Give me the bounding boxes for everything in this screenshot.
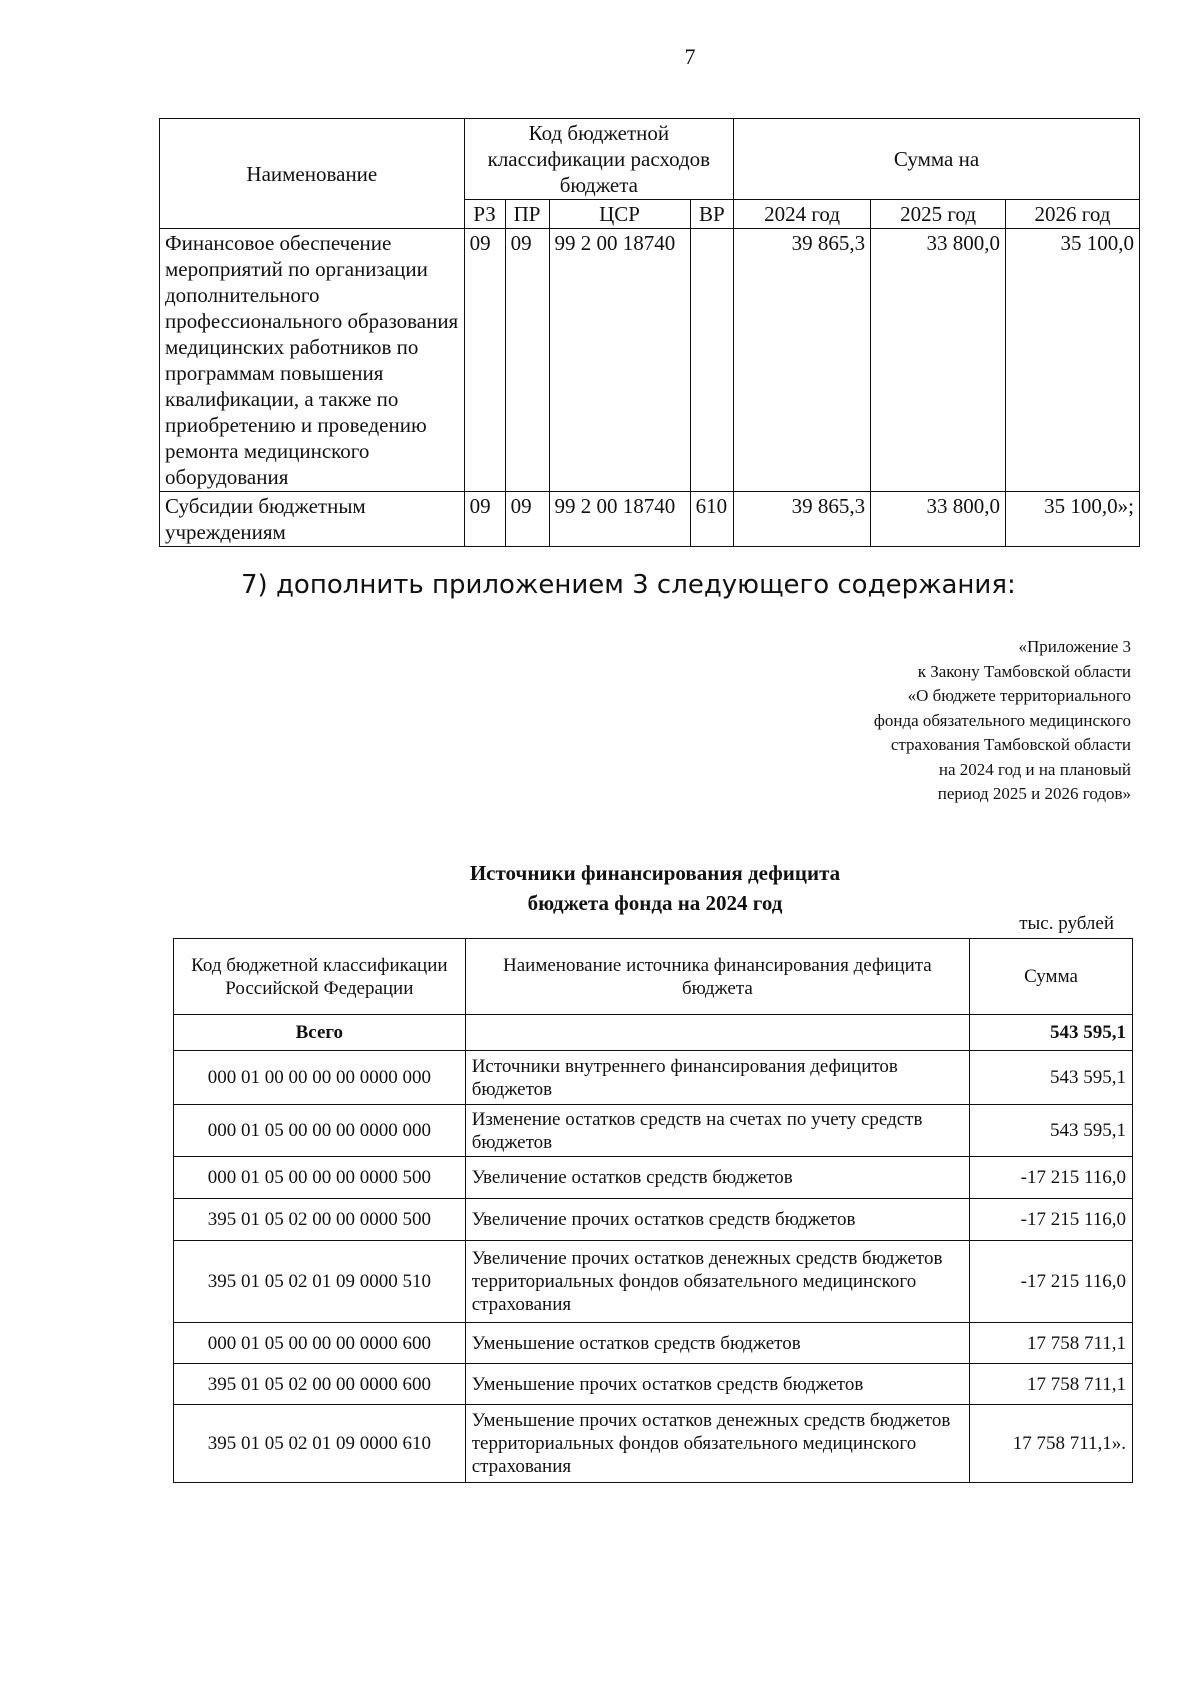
- header-csr: ЦСР: [549, 200, 690, 229]
- row-csr: 99 2 00 18740: [549, 492, 690, 547]
- row-code: 000 01 05 00 00 00 0000 000: [174, 1105, 466, 1157]
- row-name: Субсидии бюджетным учреждениям: [160, 492, 465, 547]
- table-row: [174, 1323, 1133, 1364]
- total-name-empty: [465, 1015, 969, 1051]
- table-row: [174, 1241, 1133, 1323]
- table-row: [174, 1405, 1133, 1483]
- row-name: Увеличение прочих остатков денежных средств бюджетов территориальных фондов обязательного медицинского страхования: [465, 1241, 969, 1323]
- expenses-table: [159, 118, 1140, 547]
- row-2025: 33 800,0: [871, 229, 1006, 492]
- table-row: [174, 1364, 1133, 1405]
- header-2026: 2026 год: [1006, 200, 1140, 229]
- table-row: [160, 229, 1140, 492]
- appendix-line: к Закону Тамбовской области: [917, 661, 1131, 681]
- title-line-1: Источники финансирования дефицита: [469, 861, 841, 885]
- row-name: Изменение остатков средств на счетах по учету средств бюджетов: [465, 1105, 969, 1157]
- appendix-header: [874, 635, 1131, 807]
- row-2024: 39 865,3: [734, 492, 871, 547]
- header-source-name: Наименование источника финансирования дефицита бюджета: [465, 939, 969, 1015]
- row-sum: 17 758 711,1: [970, 1364, 1133, 1405]
- table-row: [174, 1157, 1133, 1199]
- row-sum: -17 215 116,0: [970, 1199, 1133, 1241]
- row-2026: 35 100,0»;: [1006, 492, 1140, 547]
- row-code: 000 01 05 00 00 00 0000 500: [174, 1157, 466, 1199]
- title-line-2: бюджета фонда на 2024 год: [527, 891, 783, 915]
- appendix-line: страхования Тамбовской области: [890, 735, 1131, 754]
- item-7-text: 7) дополнить приложением 3 следующего содержания:: [241, 570, 1016, 600]
- row-name: Уменьшение остатков средств бюджетов: [465, 1323, 969, 1364]
- total-label: Всего: [174, 1015, 466, 1051]
- header-code: Код бюджетной классификации Российской Федерации: [174, 939, 466, 1015]
- total-value: 543 595,1: [970, 1015, 1133, 1051]
- row-name: Увеличение прочих остатков средств бюджетов: [465, 1199, 969, 1241]
- header-code-group: Код бюджетной классификации расходов бюджета: [464, 119, 733, 200]
- row-sum: 17 758 711,1».: [970, 1405, 1133, 1483]
- deficit-sources-table: [173, 938, 1133, 1483]
- header-2025: 2025 год: [871, 200, 1006, 229]
- row-2026: 35 100,0: [1006, 229, 1140, 492]
- appendix-line: «О бюджете территориального: [907, 686, 1131, 705]
- row-rz: 09: [464, 492, 505, 547]
- row-sum: 543 595,1: [970, 1051, 1133, 1105]
- row-rz: 09: [464, 229, 505, 492]
- row-vr: [690, 229, 733, 492]
- row-pr: 09: [505, 492, 549, 547]
- total-row: [174, 1015, 1133, 1051]
- table-row: [160, 492, 1140, 547]
- header-sum-group: Сумма на: [734, 119, 1140, 200]
- row-name: Источники внутреннего финансирования дефицитов бюджетов: [465, 1051, 969, 1105]
- row-code: 395 01 05 02 00 00 0000 500: [174, 1199, 466, 1241]
- row-2024: 39 865,3: [734, 229, 871, 492]
- row-name: Финансовое обеспечение мероприятий по организации дополнительного профессионального образования медицинских работников по программам повышения квалификации, а также по приобретению и проведению ремонта медицинского оборудования: [160, 229, 465, 492]
- section-title: [0, 858, 1200, 918]
- table-row: [174, 1199, 1133, 1241]
- row-name: Увеличение остатков средств бюджетов: [465, 1157, 969, 1199]
- row-code: 395 01 05 02 01 09 0000 610: [174, 1405, 466, 1483]
- row-name: Уменьшение прочих остатков средств бюджетов: [465, 1364, 969, 1405]
- row-code: 395 01 05 02 01 09 0000 510: [174, 1241, 466, 1323]
- row-code: 395 01 05 02 00 00 0000 600: [174, 1364, 466, 1405]
- table-row: [174, 1051, 1133, 1105]
- appendix-line: на 2024 год и на плановый: [938, 759, 1131, 779]
- appendix-line: «Приложение 3: [1018, 637, 1131, 656]
- appendix-line: фонда обязательного медицинского: [873, 710, 1131, 730]
- row-sum: 543 595,1: [970, 1105, 1133, 1157]
- header-2024: 2024 год: [734, 200, 871, 229]
- page-number: 7: [684, 44, 696, 69]
- row-sum: -17 215 116,0: [970, 1241, 1133, 1323]
- row-2025: 33 800,0: [871, 492, 1006, 547]
- header-vr: ВР: [690, 200, 733, 229]
- header-pr: ПР: [505, 200, 549, 229]
- row-code: 000 01 05 00 00 00 0000 600: [174, 1323, 466, 1364]
- header-sum: Сумма: [970, 939, 1133, 1015]
- appendix-line: период 2025 и 2026 годов»: [937, 784, 1131, 803]
- row-code: 000 01 00 00 00 00 0000 000: [174, 1051, 466, 1105]
- header-name: Наименование: [160, 119, 465, 229]
- units-label: тыс. рублей: [1019, 913, 1114, 934]
- row-pr: 09: [505, 229, 549, 492]
- header-rz: РЗ: [464, 200, 505, 229]
- row-vr: 610: [690, 492, 733, 547]
- row-sum: -17 215 116,0: [970, 1157, 1133, 1199]
- row-name: Уменьшение прочих остатков денежных средств бюджетов территориальных фондов обязательного медицинского страхования: [465, 1405, 969, 1483]
- row-sum: 17 758 711,1: [970, 1323, 1133, 1364]
- row-csr: 99 2 00 18740: [549, 229, 690, 492]
- table-row: [174, 1105, 1133, 1157]
